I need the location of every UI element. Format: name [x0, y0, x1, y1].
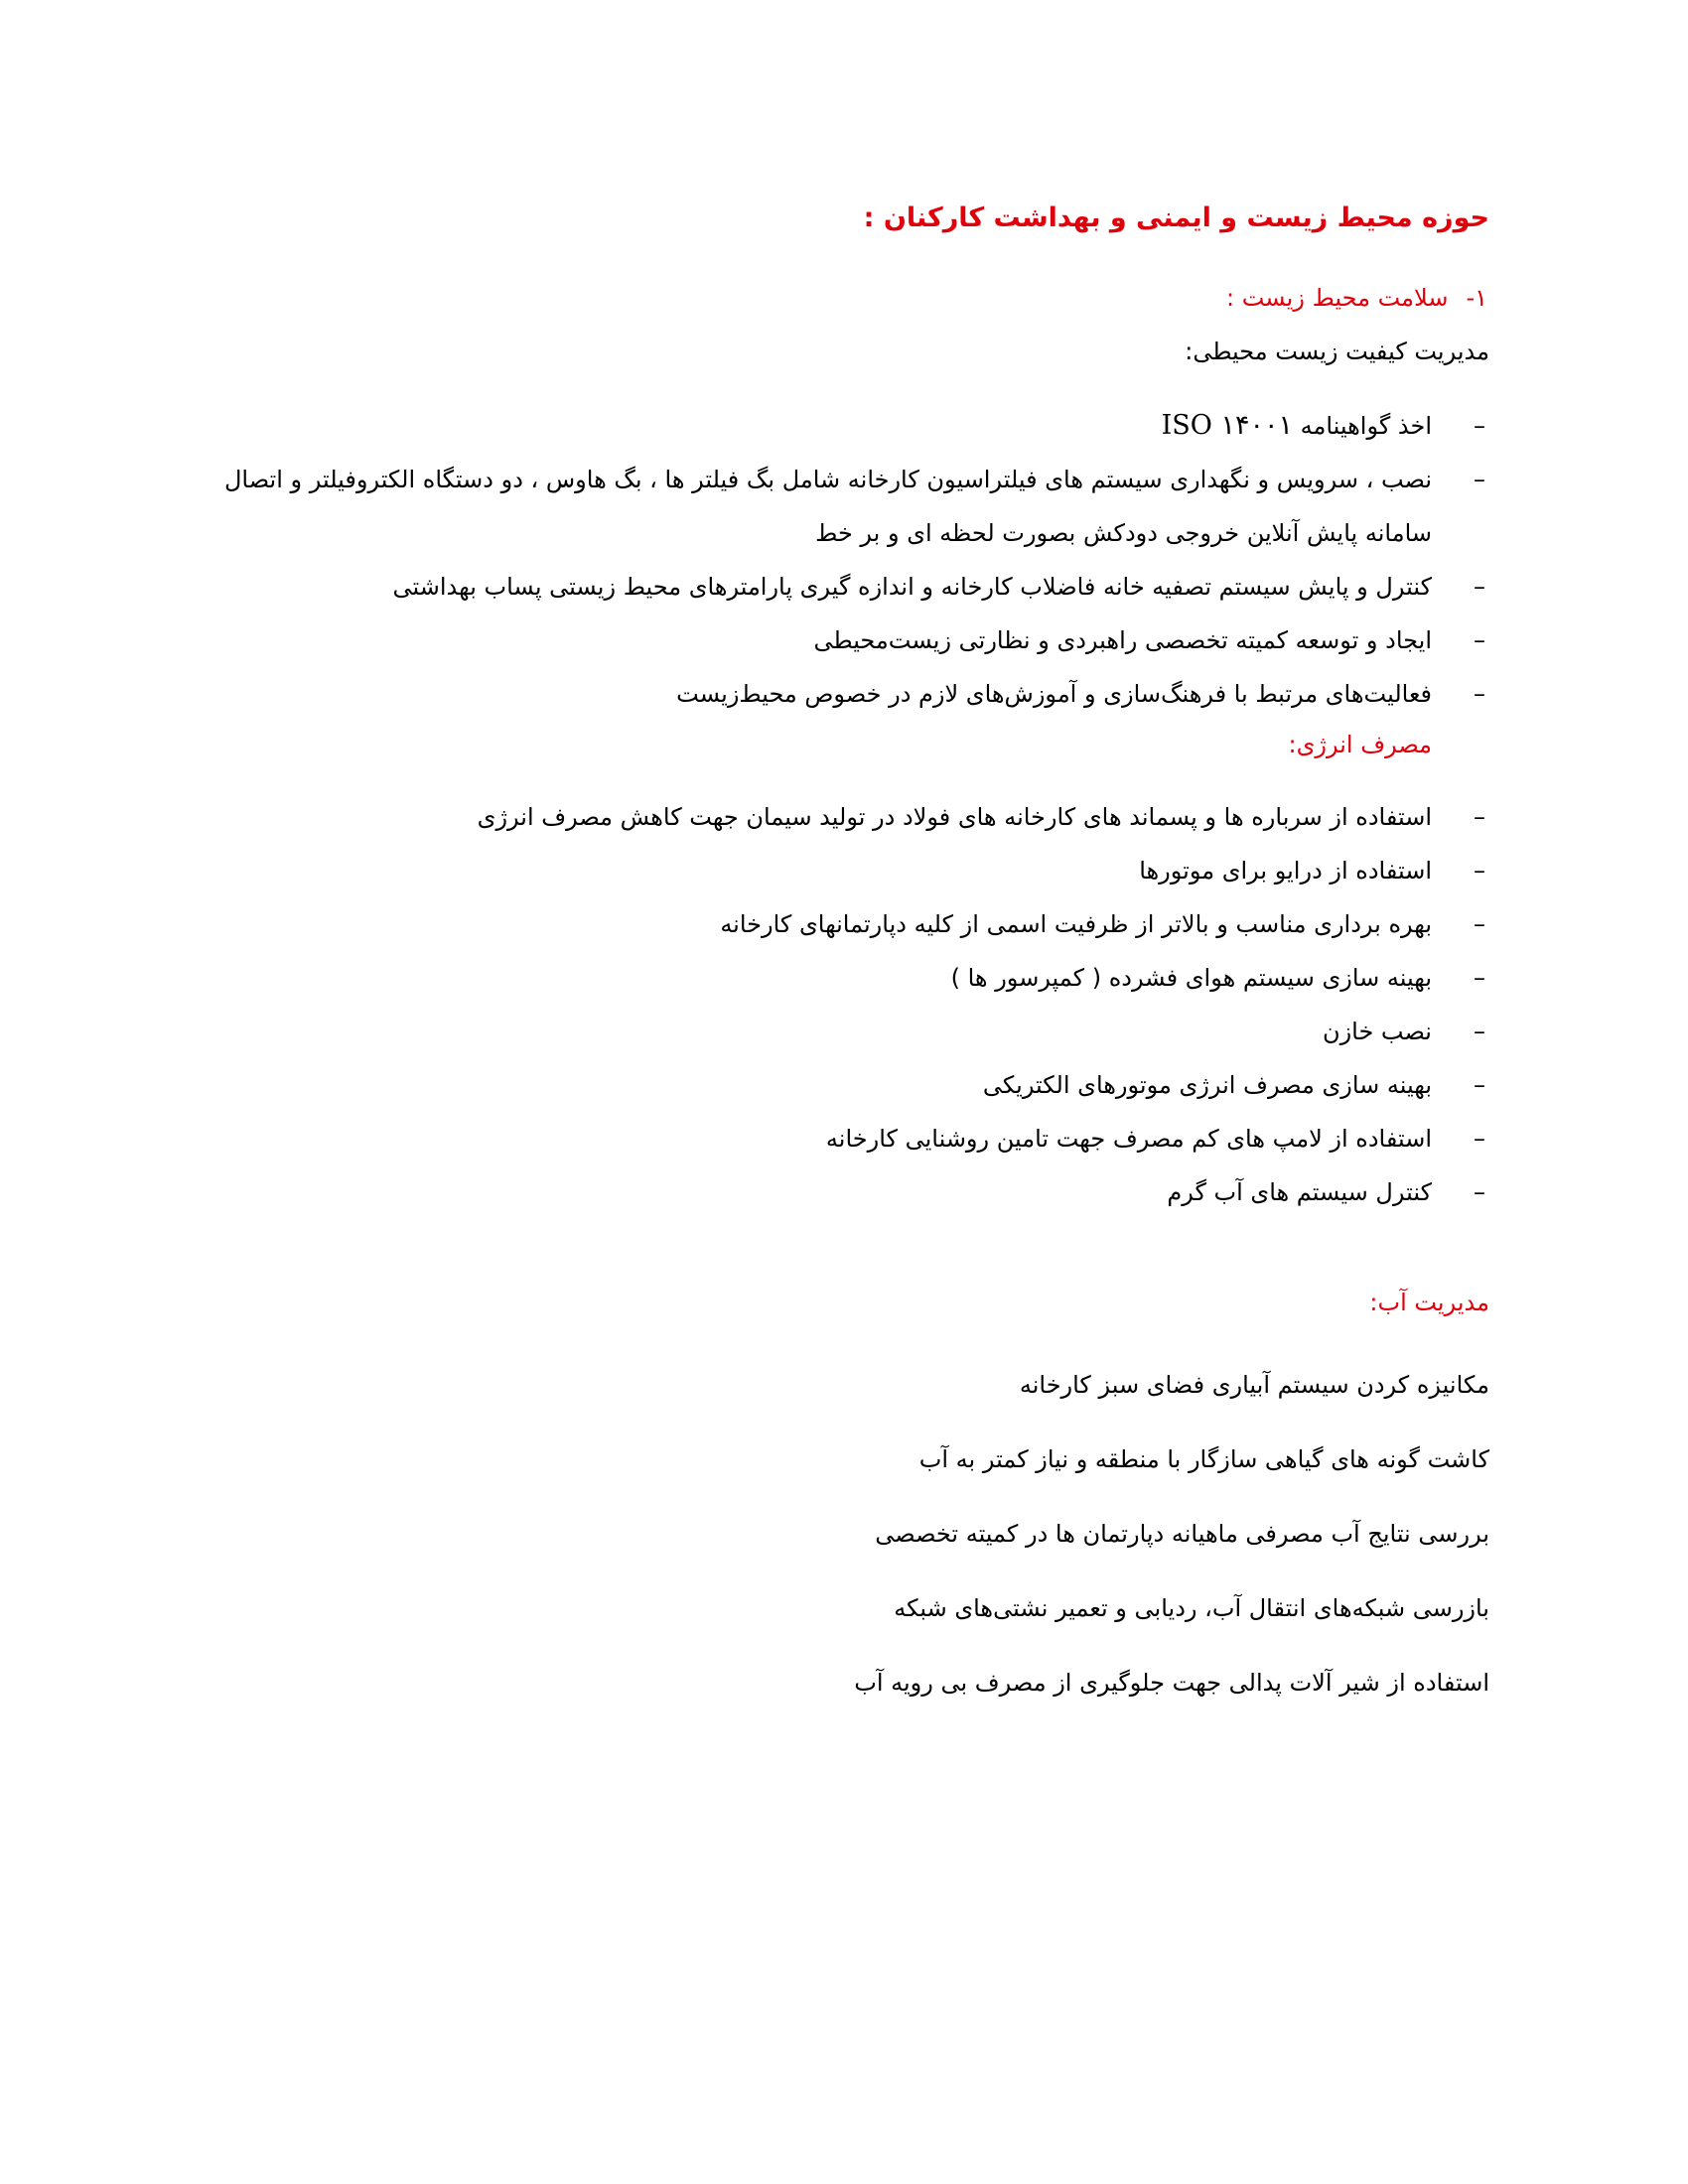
energy-consumption-title: مصرف انرژی:: [1288, 731, 1432, 758]
list-item-text: استفاده از درایو برای موتورها: [1139, 857, 1432, 885]
list-item: [478, 897, 1489, 951]
dash-bullet: –: [1474, 466, 1485, 493]
energy-consumption-list: [478, 790, 1489, 1219]
list-item: [201, 560, 1489, 614]
section-number: ۱-: [1466, 284, 1487, 312]
water-management-list: [854, 1348, 1489, 1720]
list-item-text: نصب خازن: [1322, 1018, 1432, 1045]
dash-bullet: –: [1474, 626, 1485, 654]
dash-bullet: –: [1474, 1071, 1485, 1099]
list-item: بازرسی شبکه‌های انتقال آب، ردیابی و تعمیر نشتی‌های شبکه: [894, 1594, 1489, 1622]
list-item-text: کنترل و پایش سیستم تصفیه خانه فاضلاب کارخانه و اندازه گیری پارامترهای محیط زیستی پساب بهداشتی: [392, 573, 1432, 601]
main-title: حوزه محیط زیست و ایمنی و بهداشت کارکنان :: [863, 203, 1489, 233]
dash-bullet: –: [1474, 573, 1485, 601]
list-item: [201, 453, 1489, 560]
dash-bullet: –: [1474, 857, 1485, 885]
dash-bullet: –: [1474, 412, 1485, 440]
list-item: [201, 614, 1489, 667]
list-item-text: بهینه سازی سیستم هوای فشرده ( کمپرسور ها ): [950, 964, 1432, 992]
environmental-quality-list: [201, 399, 1489, 721]
environmental-quality-subheading: مدیریت کیفیت زیست محیطی:: [1185, 338, 1489, 365]
dash-bullet: –: [1474, 910, 1485, 938]
list-item: مکانیزه کردن سیستم آبیاری فضای سبز کارخانه: [1019, 1371, 1489, 1399]
dash-bullet: –: [1474, 1018, 1485, 1045]
dash-bullet: –: [1474, 680, 1485, 708]
list-item: [201, 667, 1489, 721]
water-management-title: مدیریت آب:: [1369, 1289, 1489, 1316]
list-item: [478, 1005, 1489, 1058]
dash-bullet: –: [1474, 1125, 1485, 1153]
list-item-text: فعالیت‌های مرتبط با فرهنگ‌سازی و آموزش‌های لازم در خصوص محیط‌زیست: [676, 680, 1432, 708]
list-item-text: بهره برداری مناسب و بالاتر از ظرفیت اسمی از کلیه دپارتمانهای کارخانه: [720, 910, 1432, 938]
list-item: بررسی نتایج آب مصرفی ماهیانه دپارتمان ها در کمیته تخصصی: [875, 1520, 1489, 1548]
list-item-text: نصب ، سرویس و نگهداری سیستم های فیلتراسیون کارخانه شامل بگ فیلتر ها ، بگ هاوس ، دو دستگاه الکتروفیلتر و اتصال سامانه پایش آنلاین خروجی دودکش بصورت لحظه ای و بر خط: [223, 466, 1432, 547]
list-item: استفاده از شیر آلات پدالی جهت جلوگیری از مصرف بی رویه آب: [854, 1669, 1489, 1697]
list-item: [478, 1058, 1489, 1112]
list-item-text: استفاده از لامپ های کم مصرف جهت تامین روشنایی کارخانه: [825, 1125, 1432, 1153]
list-item: [478, 1112, 1489, 1165]
dash-bullet: –: [1474, 803, 1485, 831]
list-item-text: ایجاد و توسعه کمیته تخصصی راهبردی و نظارتی زیست‌محیطی: [813, 626, 1432, 654]
list-item: [478, 951, 1489, 1005]
list-item-text: بهینه سازی مصرف انرژی موتورهای الکتریکی: [982, 1071, 1432, 1099]
list-item: کاشت گونه های گیاهی سازگار با منطقه و نیاز کمتر به آب: [918, 1445, 1489, 1473]
section-title-text: سلامت محیط زیست :: [1225, 284, 1449, 312]
list-item: [201, 399, 1489, 453]
iso-code: ISO ۱۴۰۰۱: [1161, 410, 1293, 441]
list-item-text: کنترل سیستم های آب گرم: [1167, 1178, 1432, 1206]
list-item: [478, 844, 1489, 897]
dash-bullet: –: [1474, 964, 1485, 992]
section-title-environment-health: [1226, 284, 1487, 312]
list-item: [478, 1165, 1489, 1219]
list-item: [478, 790, 1489, 844]
list-item-text: اخذ گواهینامه: [1300, 412, 1432, 440]
dash-bullet: –: [1474, 1178, 1485, 1206]
list-item-text: استفاده از سرباره ها و پسماند های کارخانه های فولاد در تولید سیمان جهت کاهش مصرف انرژی: [477, 803, 1432, 831]
